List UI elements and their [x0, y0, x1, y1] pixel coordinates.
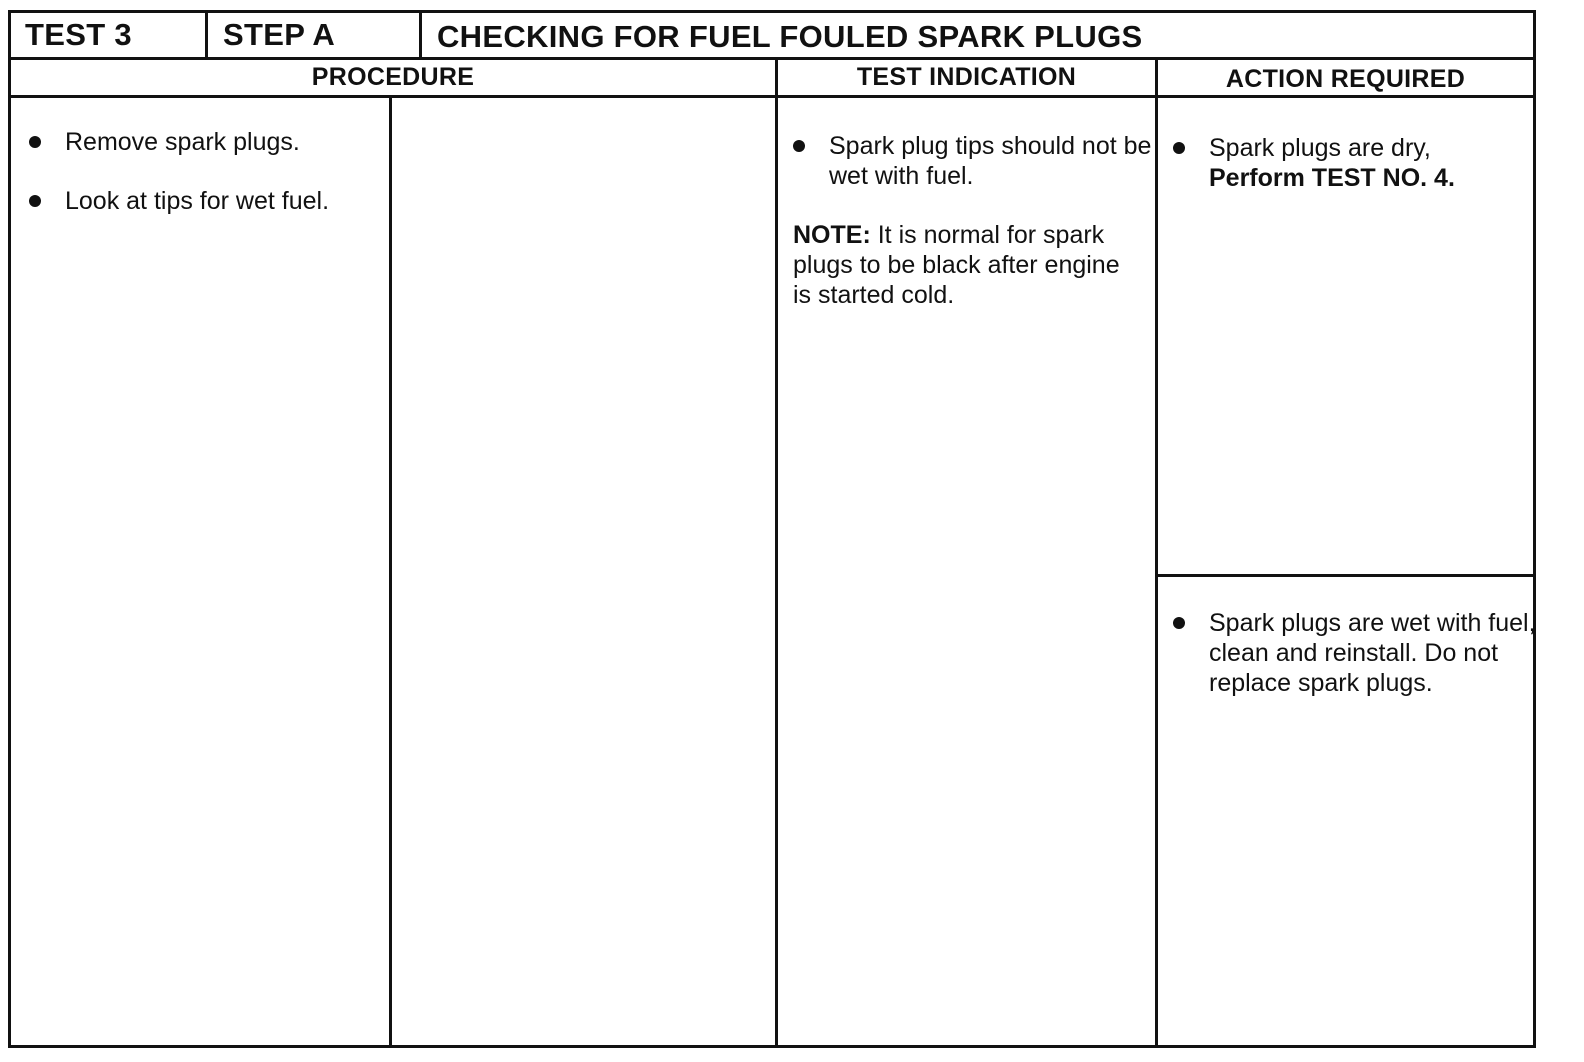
test-number: TEST 3 — [25, 17, 132, 52]
action-dry-text: Spark plugs are dry, — [1209, 134, 1431, 162]
bullet-icon — [1173, 142, 1185, 154]
list-item — [1173, 133, 1549, 193]
procedure-item-1: Remove spark plugs. — [65, 128, 300, 156]
column-header-action-required: ACTION REQUIRED — [1225, 65, 1466, 93]
bullet-icon — [29, 136, 41, 148]
action-divider — [1155, 574, 1533, 577]
action-dry-instruction: Perform TEST NO. 4. — [1209, 164, 1455, 192]
step-label: STEP A — [223, 17, 336, 52]
header-divider — [11, 57, 1533, 60]
list-item — [29, 127, 415, 157]
list-item — [793, 131, 1159, 191]
action-wet-text: Spark plugs are wet with fuel, clean and reinstall. Do not replace spark plugs. — [1209, 609, 1536, 697]
indication-item: Spark plug tips should not be wet with fuel. — [829, 132, 1152, 190]
bullet-icon — [29, 195, 41, 207]
procedure-inner-divider — [389, 95, 392, 1045]
list-item — [1173, 608, 1549, 698]
procedure-item-2: Look at tips for wet fuel. — [65, 187, 330, 215]
column-header-test-indication: TEST INDICATION — [856, 63, 1077, 91]
bullet-icon — [793, 140, 805, 152]
indication-divider — [1155, 57, 1158, 1045]
bullet-icon — [1173, 617, 1185, 629]
column-header-divider — [11, 95, 1533, 98]
header-divider-1 — [205, 13, 208, 57]
list-item — [29, 186, 415, 216]
procedure-divider — [775, 57, 778, 1045]
page-title: CHECKING FOR FUEL FOULED SPARK PLUGS — [437, 19, 1143, 54]
column-header-procedure: PROCEDURE — [311, 63, 475, 91]
note — [793, 220, 1143, 310]
note-text: It is normal for spark plugs to be black after engine is started cold. — [793, 221, 1120, 309]
test-procedure-table — [8, 10, 1536, 1048]
note-label: NOTE: — [793, 221, 871, 249]
header-divider-2 — [419, 13, 422, 57]
